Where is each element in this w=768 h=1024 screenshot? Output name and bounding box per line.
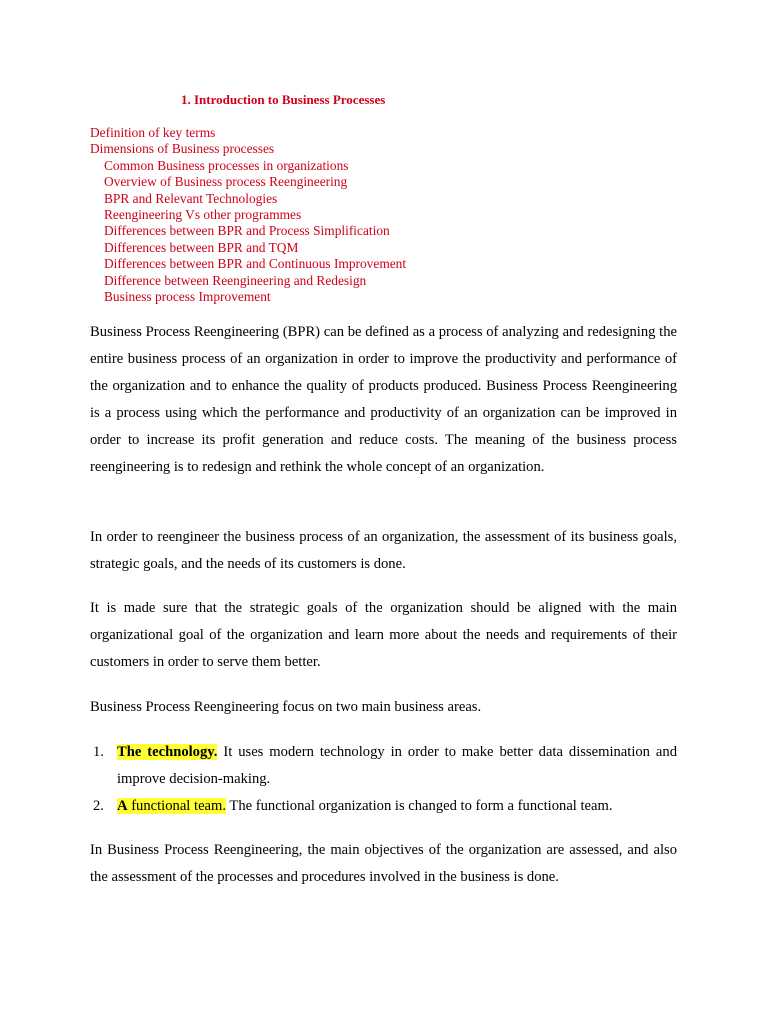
highlighted-text <box>117 744 217 760</box>
toc-subitem[interactable]: Business process Improvement <box>104 289 271 305</box>
paragraph-text: Business Process Reengineering focus on two main business areas. <box>90 699 482 715</box>
toc-subitem[interactable]: Difference between Reengineering and Redesign <box>104 272 367 288</box>
toc-item[interactable]: Dimensions of Business processes <box>90 141 275 157</box>
list-number: 1. <box>93 744 104 760</box>
body-paragraph <box>90 694 677 721</box>
toc-subitem[interactable]: Differences between BPR and Process Simplification <box>104 223 390 239</box>
highlighted-text <box>117 798 226 814</box>
toc-subitem[interactable]: Common Business processes in organizations <box>104 157 349 173</box>
bold-highlight-text: The technology. <box>117 744 218 760</box>
list-item-text: It uses modern technology in order to make better data dissemination and improve decision-making. <box>117 744 677 787</box>
toc-subitem[interactable]: Differences between BPR and Continuous Improvement <box>104 256 407 272</box>
list-item <box>90 739 677 793</box>
paragraph-text: In Business Process Reengineering, the main objectives of the organization are assessed, and also the assessment of the processes and procedures involved in the business is done. <box>90 842 677 885</box>
toc-subitem[interactable]: BPR and Relevant Technologies <box>104 190 278 206</box>
toc-subitem[interactable]: Overview of Business process Reengineering <box>104 174 348 190</box>
numbered-list <box>90 739 677 820</box>
toc-item[interactable]: Definition of key terms <box>90 125 216 140</box>
paragraph-text: It is made sure that the strategic goals of the organization should be aligned with the main organizational goal of the organization and learn more about the needs and requirements of their customers in order to serve them better. <box>90 600 677 670</box>
paragraph-text: In order to reengineer the business process of an organization, the assessment of its business goals, strategic goals, and the needs of its customers is done. <box>90 529 677 572</box>
normal-highlight-text: functional team. <box>127 798 227 814</box>
body-paragraph <box>90 837 677 891</box>
toc-subitem[interactable]: Differences between BPR and TQM <box>104 239 299 255</box>
bold-highlight-text: A <box>117 798 128 814</box>
table-of-contents <box>90 125 406 305</box>
list-number: 2. <box>93 798 104 814</box>
list-item-text: The functional organization is changed to form a functional team. <box>226 798 613 814</box>
toc-subitem[interactable]: Reengineering Vs other programmes <box>104 207 302 223</box>
body-paragraph <box>90 319 677 481</box>
paragraph-text: Business Process Reengineering (BPR) can be defined as a process of analyzing and redesigning the entire business process of an organization in order to improve the productivity and performance of the organization and to enhance the quality of products produced. Business Process Reengineering is a process using which the performance and productivity of an organization can be improved in order to increase its profit generation and reduce costs. The meaning of the business process reengineering is to redesign and rethink the whole concept of an organization. <box>90 324 677 475</box>
body-paragraph <box>90 524 677 578</box>
body-paragraph <box>90 595 677 676</box>
list-item <box>90 793 677 820</box>
section-heading: 1. Introduction to Business Processes <box>181 92 386 107</box>
